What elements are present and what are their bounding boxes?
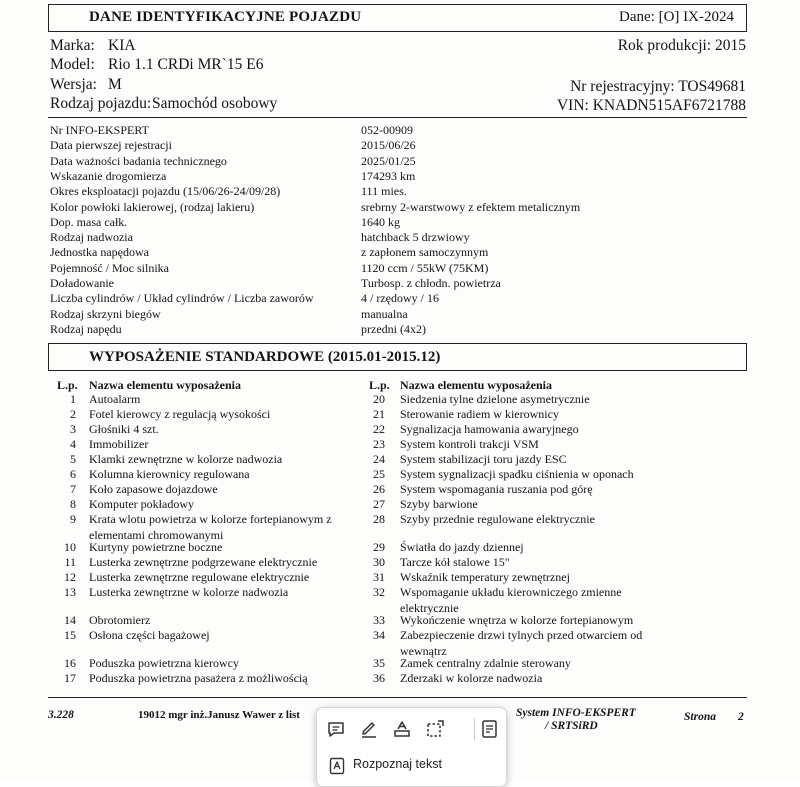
detail-label: Wskazanie drogomierza	[50, 168, 167, 183]
equipment-number: 15	[64, 628, 76, 642]
detail-label: Doładowanie	[50, 276, 114, 290]
header-box	[48, 4, 747, 32]
model-value: Rio 1.1 CRDi MR`15 E6	[108, 56, 264, 73]
equipment-number: 7	[70, 482, 76, 496]
detail-value: hatchback 5 drzwiowy	[361, 230, 470, 245]
equipment-name: Obrotomierz	[89, 613, 151, 627]
footer-system-line2: / SRTSiRD	[545, 720, 598, 732]
recognize-text-icon	[328, 757, 346, 775]
rodzaj-value: Samochód osobowy	[152, 95, 278, 112]
detail-label: Pojemność / Moc silnika	[50, 260, 169, 275]
document-options-icon[interactable]	[479, 718, 501, 740]
equipment-number: 4	[70, 437, 76, 451]
equipment-number: 30	[373, 555, 385, 569]
equipment-number: 1	[70, 392, 76, 406]
equipment-number: 17	[64, 671, 76, 685]
equipment-number: 36	[373, 671, 385, 685]
equipment-number: 28	[373, 512, 385, 526]
rodzaj-label: Rodzaj pojazdu:	[50, 95, 152, 112]
detail-value: Turbosp. z chłodn. powietrza	[361, 276, 501, 290]
detail-value: 1120 ccm / 55kW (75KM)	[361, 260, 489, 275]
equipment-name: Wspomaganie układu kierowniczego zmienne	[400, 585, 622, 599]
detail-value: 111 mies.	[361, 184, 407, 199]
model-label: Model:	[50, 56, 95, 73]
recognize-text-label: Rozpoznaj tekst	[353, 757, 442, 771]
equipment-title: WYPOSAŻENIE STANDARDOWE (2015.01-2015.12)	[89, 349, 441, 365]
equipment-name: Kolumna kierownicy regulowana	[89, 467, 250, 481]
detail-label: Rodzaj skrzyni biegów	[50, 306, 161, 321]
wersja-value: M	[108, 76, 122, 93]
equipment-section-header	[48, 343, 747, 371]
detail-label: Data ważności badania technicznego	[50, 153, 227, 168]
equipment-name: Głośniki 4 szt.	[89, 422, 159, 436]
comment-icon[interactable]	[325, 718, 347, 740]
equipment-number: 21	[373, 407, 385, 421]
equipment-name-continued: elektrycznie	[400, 600, 459, 615]
equipment-name: Kurtyny powietrzne boczne	[89, 540, 223, 554]
equipment-name: Zamek centralny zdalnie sterowany	[400, 656, 571, 670]
name-header-right: Nazwa elementu wyposażenia	[400, 378, 552, 392]
equipment-name: Światła do jazdy dziennej	[400, 540, 524, 554]
detail-label: Data pierwszej rejestracji	[50, 138, 172, 153]
lp-header-right: L.p.	[369, 378, 390, 392]
detail-label: Dop. masa całk.	[50, 214, 128, 229]
equipment-number: 16	[64, 656, 76, 670]
lp-header-left: L.p.	[57, 378, 78, 392]
footer-author: 19012 mgr inż.Janusz Wawer z list	[138, 709, 300, 721]
equipment-name: Wskaźnik temperatury zewnętrznej	[400, 570, 570, 584]
detail-label: Nr INFO-EKSPERT	[50, 123, 149, 137]
marka-value: KIA	[108, 37, 136, 54]
equipment-name: Szyby przednie regulowane elektrycznie	[400, 512, 595, 526]
detail-value: 2015/06/26	[361, 138, 416, 153]
equipment-name-continued: wewnątrz	[400, 643, 447, 658]
equipment-name: Krata wlotu powietrza w kolorze fortepianowym z	[89, 512, 332, 526]
footer-page-number: 2	[738, 711, 744, 723]
equipment-number: 8	[70, 497, 76, 511]
detail-value: z zapłonem samoczynnym	[361, 245, 489, 260]
document-title: DANE IDENTYFIKACYJNE POJAZDU	[89, 9, 362, 25]
equipment-number: 35	[373, 656, 385, 670]
recognize-text-menu-item[interactable]	[325, 754, 498, 778]
detail-label: Kolor powłoki lakierowej, (rodzaj lakieru)	[50, 199, 255, 214]
equipment-name: Poduszka powietrzna kierowcy	[89, 656, 239, 670]
equipment-number: 29	[373, 540, 385, 554]
equipment-name: Lusterka zewnętrzne w kolorze nadwozia	[89, 585, 289, 599]
production-year: Rok produkcji: 2015	[617, 37, 746, 54]
detail-label: Liczba cylindrów / Układ cylindrów / Liczba zaworów	[50, 291, 314, 306]
pen-icon[interactable]	[358, 718, 380, 740]
equipment-number: 23	[373, 437, 385, 451]
equipment-number: 31	[373, 570, 385, 584]
equipment-number: 2	[70, 407, 76, 421]
equipment-number: 32	[373, 585, 385, 599]
equipment-name: Koło zapasowe dojazdowe	[89, 482, 218, 496]
equipment-name: System stabilizacji toru jazdy ESC	[400, 452, 567, 466]
equipment-number: 5	[70, 452, 76, 466]
equipment-name: Fotel kierowcy z regulacją wysokości	[89, 407, 271, 421]
equipment-number: 25	[373, 467, 385, 481]
equipment-name: Komputer pokładowy	[89, 497, 194, 511]
detail-label: Okres eksploatacji pojazdu (15/06/26-24/09/28)	[50, 184, 281, 199]
equipment-number: 22	[373, 422, 385, 436]
data-date: Dane: [O] IX-2024	[619, 9, 734, 25]
equipment-name: System wspomagania ruszania pod górę	[400, 482, 593, 496]
footer-page-label: Strona	[684, 711, 716, 723]
footer-divider	[48, 697, 747, 698]
name-header-left: Nazwa elementu wyposażenia	[89, 378, 241, 392]
equipment-name: Wykończenie wnętrza w kolorze fortepianowym	[400, 613, 634, 627]
equipment-name: Szyby barwione	[400, 497, 478, 511]
toolbar-separator	[474, 718, 475, 740]
selection-toolbar	[316, 707, 507, 787]
divider	[48, 117, 747, 118]
detail-value: 052-00909	[361, 123, 413, 137]
equipment-number: 33	[373, 613, 385, 627]
equipment-number: 34	[373, 628, 385, 642]
toolbar-icon-row	[317, 708, 506, 748]
area-select-icon[interactable]	[424, 718, 446, 740]
detail-value: 4 / rzędowy / 16	[361, 291, 439, 306]
equipment-number: 20	[373, 392, 385, 406]
equipment-name: Poduszka powietrzna pasażera z możliwością	[89, 671, 308, 685]
equipment-name-continued: elementami chromowanymi	[89, 527, 224, 542]
vin-number: VIN: KNADN515AF6721788	[556, 97, 746, 114]
equipment-name: Sterowanie radiem w kierownicy	[400, 407, 559, 421]
equipment-name: Klamki zewnętrzne w kolorze nadwozia	[89, 452, 283, 466]
equipment-name: Zderzaki w kolorze nadwozia	[400, 671, 543, 685]
equipment-name: Autoalarm	[89, 392, 141, 406]
detail-label: Jednostka napędowa	[50, 245, 149, 260]
wersja-label: Wersja:	[50, 76, 97, 93]
equipment-name: Immobilizer	[89, 437, 149, 451]
detail-value: srebrny 2-warstwowy z efektem metalicznym	[361, 199, 581, 214]
equipment-name: System kontroli trakcji VSM	[400, 437, 539, 451]
detail-value: 174293 km	[361, 168, 416, 183]
detail-label: Rodzaj napędu	[50, 321, 122, 336]
detail-value: manualna	[361, 306, 408, 321]
detail-label: Rodzaj nadwozia	[50, 230, 133, 245]
equipment-number: 6	[70, 467, 76, 481]
equipment-name: Sygnalizacja hamowania awaryjnego	[400, 422, 579, 436]
text-highlight-icon[interactable]	[391, 718, 413, 740]
footer-system-line1: System INFO-EKSPERT	[516, 707, 636, 719]
equipment-name: System sygnalizacji spadku ciśnienia w oponach	[400, 467, 634, 481]
marka-label: Marka:	[50, 37, 95, 54]
equipment-name: Zabezpieczenie drzwi tylnych przed otwarciem od	[400, 628, 643, 642]
detail-value: przedni (4x2)	[361, 321, 426, 336]
equipment-number: 10	[64, 540, 76, 554]
equipment-number: 27	[373, 497, 385, 511]
equipment-name: Tarcze kół stalowe 15"	[400, 555, 510, 569]
equipment-number: 24	[373, 452, 385, 466]
equipment-number: 26	[373, 482, 385, 496]
detail-value: 1640 kg	[361, 214, 400, 229]
equipment-number: 11	[64, 555, 76, 569]
detail-value: 2025/01/25	[361, 153, 416, 168]
equipment-number: 14	[64, 613, 76, 627]
equipment-number: 12	[64, 570, 76, 584]
equipment-name: Siedzenia tylne dzielone asymetrycznie	[400, 392, 590, 406]
registration-number: Nr rejestracyjny: TOS49681	[570, 78, 746, 95]
equipment-name: Lusterka zewnętrzne podgrzewane elektrycznie	[89, 555, 318, 569]
footer-version: 3.228	[48, 709, 74, 721]
equipment-name: Osłona części bagażowej	[89, 628, 210, 642]
equipment-name: Lusterka zewnętrzne regulowane elektrycznie	[89, 570, 310, 584]
equipment-number: 9	[70, 512, 76, 526]
equipment-number: 13	[64, 585, 76, 599]
equipment-number: 3	[70, 422, 76, 436]
